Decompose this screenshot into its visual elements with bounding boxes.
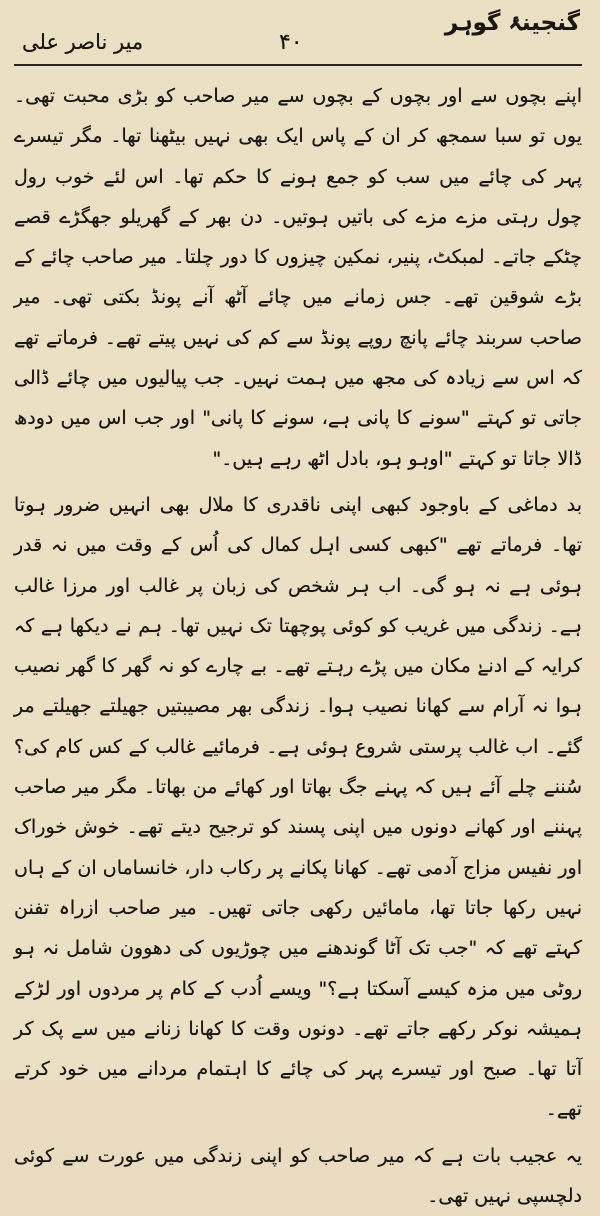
- header-author: میر ناصر علی: [22, 30, 144, 54]
- paragraph-closing: یہ عجیب بات ہے کہ میر صاحب کو اپنی زندگی میں عورت سے کوئی دلچسپی نہیں تھی۔: [14, 1144, 582, 1208]
- page-number: ۴۰: [279, 30, 303, 55]
- paragraph-ghalib: بد دماغی کے باوجود کبھی اپنی ناقدری کا ملال بھی انہیں ضرور ہوتا تھا۔ فرماتے تھے "کبھی کسی اہل کمال کی اُس کے وقت میں نہ قدر ہوئی ہے نہ ہو گی۔ اب ہر شخص کی زبان پر غالب اور مرزا غالب ہے۔ زندگی میں غریب کو کوئی پوچھتا تک نہیں تھا۔ ہم نے دیکھا ہے کہ کرایہ کے ادنےٰ مکان میں پڑے رہتے تھے۔ بے چارے کو نہ گھر کا گھر نصیب ہوا نہ آرام سے کھانا نصیب ہوا۔ زندگی بھر مصیبتیں جھیلتے جھیلتے مر گئے۔ اب غالب پرستی شروع ہوئی ہے۔ فرمائیے غالب کے کس کام کی؟ سُننے چلے آئے ہیں کہ پہنے جگ بھاتا اور کھائے من بھاتا۔ مگر میر صاحب پہننے اور کھانے دونوں میں اپنی پسند کو ترجیح دیتے تھے۔ خوش خوراک اور نفیس مزاج آدمی تھے۔ کھانا پکانے پر رکاب دار، خانساماں ان کے ہاں نہیں رکھا جاتا تھا، مامائیں رکھی جاتی تھیں۔ میر صاحب ازراہ تفنن کہتے تھے کہ "جب تک آٹا گوندھنے میں چوڑیوں کی دھوون شامل نہ ہو روٹی میں مزہ کیسے آسکتا ہے؟" ویسے اُدب کے کام پر مردوں اور لڑکے ہمیشہ نوکر رکھے جاتے تھے۔ دونوں وقت کا کھانا زنانے میں سے پک کر آتا تھا۔ صبح اور تیسرے پہر کی چائے کا اہتمام مردانے میں خود کرتے تھے۔: [14, 493, 582, 1121]
- book-title: گنجینۂ گوہر: [444, 10, 580, 36]
- body-text: [14, 76, 582, 1216]
- page-header: [14, 8, 582, 66]
- paragraph-tea: اپنے بچوں سے اور بچوں کے بچوں سے میر صاحب کو بڑی محبت تھی۔ یوں تو سبا سمجھ کر ان کے پاس ایک بھی نہیں بیٹھنا تھا۔ مگر تیسرے پہر کی چائے میں سب کو جمع ہونے کا حکم تھا۔ اس لئے خوب رول چول رہتی مزے مزے کی باتیں ہوتیں۔ دن بھر کے گھریلو جھگڑے قصے چٹکے جاتے۔ لمبکٹ، پنیر، نمکین چیزوں کا دور چلتا۔ میر صاحب چائے کے بڑے شوقین تھے۔ جس زمانے میں چائے آٹھ آنے پونڈ بکتی تھی۔ میر صاحب سربند چائے پانچ روپے پونڈ سے کم کی نہیں پیتے تھے۔ فرماتے تھے کہ اس سے زیادہ کی مجھ میں ہمت نہیں۔ جب پیالیوں میں چائے ڈالی جاتی تو کہتے "سونے کا پانی ہے، سونے کا پانی" اور جب اس میں دودھ ڈالا جاتا تو کہتے "اوہو ہو، بادل اٹھ رہے ہیں۔": [14, 85, 582, 470]
